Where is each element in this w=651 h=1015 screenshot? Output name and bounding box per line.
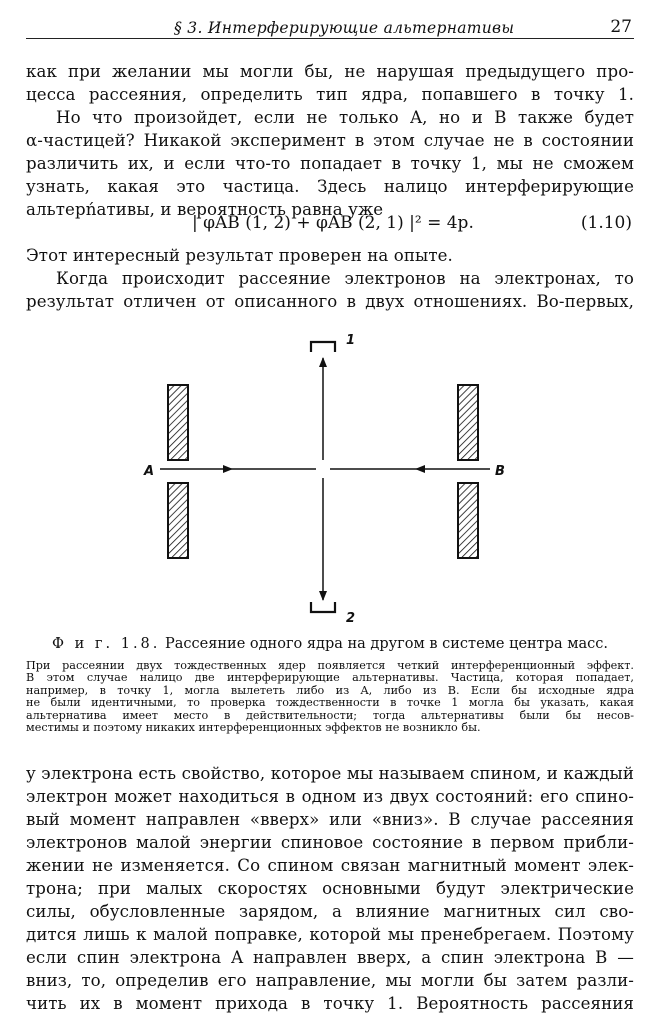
figure-1-8 (130, 330, 530, 630)
caption-line: В этом случае налицо две интерферирующие альтернативы. Частица, которая попадает, (26, 672, 634, 685)
paragraph-2 (26, 244, 634, 313)
left-upper-plate (168, 385, 188, 460)
text-line: α-частицей? Никакой эксперимент в этом случае не в состоянии (26, 131, 634, 150)
equation-1-10 (26, 213, 634, 237)
text-line: дится лишь к малой поправке, которой мы пренебрегаем. Поэтому (26, 925, 634, 944)
right-lower-plate (458, 483, 478, 558)
caption-line: При рассеянии двух тождественных ядер появляется четкий интерференционный эффект. (26, 660, 634, 672)
detector-1 (311, 342, 335, 352)
caption-line: местимы и поэтому никаких интерференционных эффектов не возникло бы. (26, 722, 481, 735)
caption-title-text: Рассеяние одного ядра на другом в системе центра масс. (165, 636, 609, 652)
section-title: § 3. Интерферирующие альтернативы (174, 19, 515, 37)
text-line: электронов малой энергии спиновое состояние в первом прибли- (26, 833, 634, 852)
figure-caption-title (26, 636, 634, 652)
text-line: Но что произойдет, если не только A, но и B также будет (56, 108, 634, 127)
detector-2 (311, 602, 335, 612)
text-line: Этот интересный результат проверен на опыте. (26, 246, 453, 265)
text-line: цесса рассеяния, определить тип ядра, попавшего в точку 1. (26, 85, 634, 104)
scattering-diagram (130, 330, 530, 630)
label-a: A (144, 464, 155, 479)
text-line: трона; при малых скоростях основными будут электрические (26, 879, 634, 898)
equation-number: (1.10) (580, 213, 632, 233)
label-b: B (495, 464, 505, 479)
text-line: у электрона есть свойство, которое мы называем спином, и каждый (26, 764, 634, 783)
text-line: силы, обусловленные зарядом, а влияние магнитных сил сво- (26, 902, 634, 921)
label-1: 1 (346, 333, 356, 348)
figure-caption-body (26, 660, 634, 734)
text-line: если спин электрона A направлен вверх, а спин электрона B — (26, 948, 634, 967)
text-line: вый момент направлен «вверх» или «вниз». В случае рассеяния (26, 810, 634, 829)
caption-line: альтернатива имеет место в действительности; тогда альтернативы были бы несов- (26, 709, 634, 722)
label-2: 2 (346, 611, 356, 626)
text-line: узнать, какая это частица. Здесь налицо интерферирующие (26, 177, 634, 196)
paragraph-1 (26, 60, 634, 221)
text-line: альтерńативы, и вероятность равна уже (26, 200, 384, 219)
text-line: Когда происходит рассеяние электронов на электронах, то (56, 269, 634, 288)
text-line: как при желании мы могли бы, не нарушая предыдущего про- (26, 62, 634, 81)
paragraph-3 (26, 762, 634, 1015)
text-line: электрон может находиться в одном из двух состояний: его спино- (26, 787, 634, 806)
caption-prefix: Ф и г. 1.8. (51, 636, 161, 652)
text-line: различить их, и если что-то попадает в точку 1, мы не сможем (26, 154, 634, 173)
text-line: вниз, то, определив его направление, мы могли бы затем разли- (26, 971, 634, 990)
running-header (26, 14, 634, 39)
caption-line: например, в точку 1, могла вылететь либо из A, либо из B. Если бы исходные ядра (26, 684, 634, 697)
text-line: жении не изменяется. Со спином связан магнитный момент элек- (26, 856, 634, 875)
text-line: чить их в момент прихода в точку 1. Вероятность рассеяния (26, 994, 634, 1013)
equation-expression: | φAB (1, 2) + φAB (2, 1) |² = 4p. (192, 213, 474, 233)
caption-line: не были идентичными, то проверка тождественности в точке 1 могла бы указать, какая (26, 697, 634, 710)
left-lower-plate (168, 483, 188, 558)
text-line: результат отличен от описанного в двух отношениях. Во-первых, (26, 292, 634, 311)
page-number: 27 (610, 17, 632, 37)
right-upper-plate (458, 385, 478, 460)
